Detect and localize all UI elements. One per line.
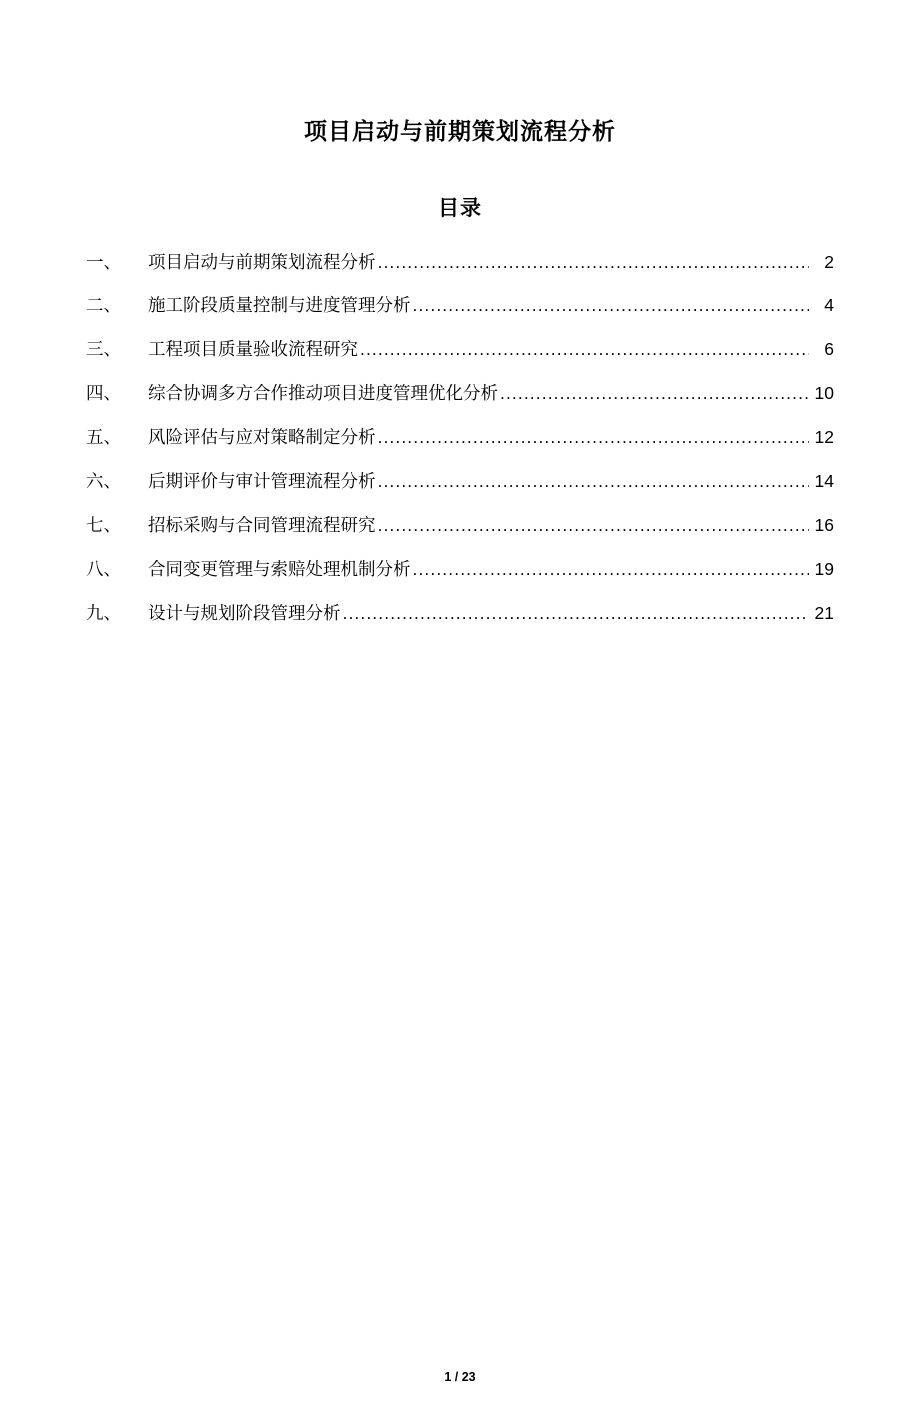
toc-leader-dots bbox=[378, 427, 810, 449]
toc-leader-dots bbox=[378, 252, 810, 274]
toc-leader-dots bbox=[378, 471, 810, 493]
toc-entry[interactable] bbox=[86, 515, 834, 537]
toc-entry-number: 三、 bbox=[86, 339, 121, 360]
toc-entry[interactable] bbox=[86, 383, 834, 405]
toc-entry-page: 21 bbox=[814, 602, 834, 623]
toc-heading: 目录 bbox=[438, 196, 482, 220]
toc-leader-dots bbox=[360, 339, 809, 361]
toc-entry-number: 八、 bbox=[86, 558, 121, 579]
toc-entry-number: 九、 bbox=[86, 602, 121, 623]
toc-entry-page: 10 bbox=[814, 383, 834, 404]
toc-entry[interactable] bbox=[86, 471, 834, 493]
toc-entry-number: 五、 bbox=[86, 427, 121, 448]
toc-entry-number: 六、 bbox=[86, 470, 121, 491]
table-of-contents bbox=[0, 252, 920, 625]
toc-entry[interactable] bbox=[86, 603, 834, 625]
toc-entry[interactable] bbox=[86, 339, 834, 361]
toc-entry-label: 综合协调多方合作推动项目进度管理优化分析 bbox=[148, 383, 498, 404]
toc-entry-label: 项目启动与前期策划流程分析 bbox=[148, 251, 376, 272]
toc-entry-label: 合同变更管理与索赔处理机制分析 bbox=[148, 558, 411, 579]
toc-leader-dots bbox=[413, 295, 810, 317]
toc-entry-label: 后期评价与审计管理流程分析 bbox=[148, 470, 376, 491]
page-footer: 1 / 23 bbox=[444, 1370, 476, 1384]
toc-entry-page: 12 bbox=[814, 427, 834, 448]
toc-entry-number: 一、 bbox=[86, 251, 121, 272]
toc-entry[interactable] bbox=[86, 295, 834, 317]
toc-entry-page: 16 bbox=[814, 514, 834, 535]
toc-entry-number: 七、 bbox=[86, 514, 121, 535]
toc-entry-page: 4 bbox=[824, 295, 834, 316]
toc-leader-dots bbox=[343, 603, 810, 625]
toc-entry-page: 6 bbox=[824, 339, 834, 360]
toc-entry-number: 四、 bbox=[86, 383, 121, 404]
toc-entry-label: 施工阶段质量控制与进度管理分析 bbox=[148, 295, 411, 316]
page-title: 项目启动与前期策划流程分析 bbox=[304, 118, 616, 144]
toc-entry[interactable] bbox=[86, 427, 834, 449]
toc-entry-label: 风险评估与应对策略制定分析 bbox=[148, 427, 376, 448]
document-page bbox=[0, 118, 920, 1420]
toc-leader-dots bbox=[413, 559, 810, 581]
toc-entry-label: 工程项目质量验收流程研究 bbox=[148, 339, 358, 360]
toc-entry-page: 19 bbox=[814, 558, 834, 579]
toc-entry-label: 招标采购与合同管理流程研究 bbox=[148, 514, 376, 535]
toc-entry[interactable] bbox=[86, 559, 834, 581]
toc-leader-dots bbox=[500, 383, 809, 405]
toc-entry-page: 14 bbox=[814, 470, 834, 491]
toc-entry-page: 2 bbox=[824, 251, 834, 272]
toc-entry-label: 设计与规划阶段管理分析 bbox=[148, 602, 341, 623]
toc-entry-number: 二、 bbox=[86, 295, 121, 316]
toc-leader-dots bbox=[378, 515, 810, 537]
toc-entry[interactable] bbox=[86, 252, 834, 274]
